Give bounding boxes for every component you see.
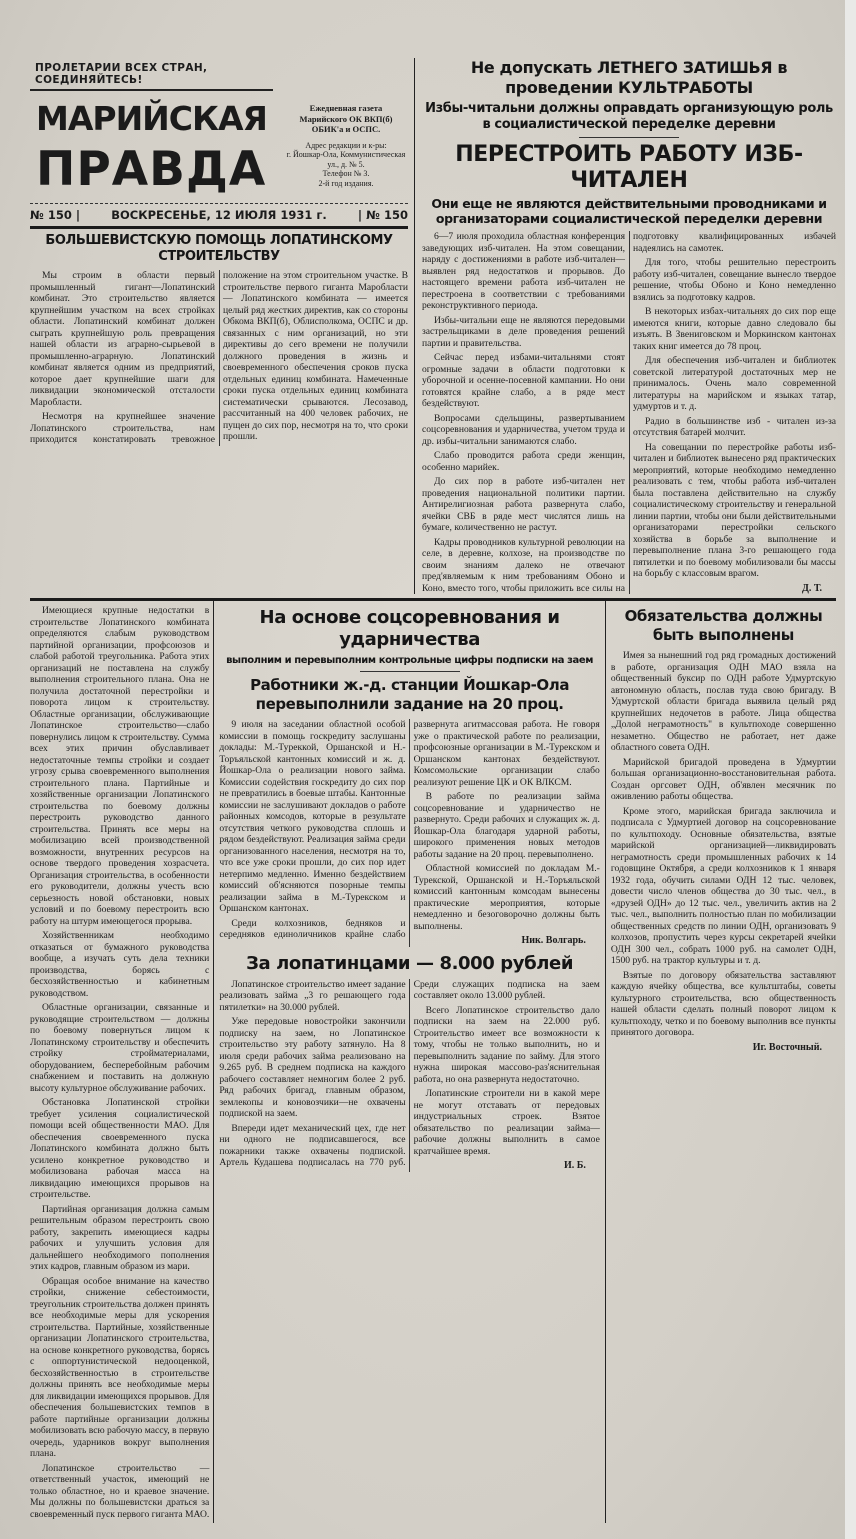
article-headline: На основе соцсоревнования и ударничества	[259, 607, 560, 650]
paragraph: В некоторых избах-читальнях до сих пор еще имеются книги, которые давно следовало бы изъять. В Звениговском и Моркинском кантонах таких книг имеется до 78 проц.	[633, 306, 836, 352]
logo-line-2: ПРАВДА	[36, 142, 267, 197]
paragraph: Радио в большинстве изб - читален из-за отсутствия батарей молчит.	[633, 415, 836, 438]
paragraph: Всего Лопатинское строительство дало подписки на заем на 22.000 руб. Строительство имеет все возможности к тому, чтобы не только выполнить, но и перевыполнить задание по займу. Для этого нужна широкая массово-раз'яснительная работа, но она развернута недостаточно.	[413, 1004, 600, 1085]
paragraph: Несмотря на крупнейшее значение Лопатинского строительства, нам приходится констатировать тревожное положение на этом строительном участке. В строительстве первого гиганта Маробласти — Лопатинского комбината — имеется целый ряд жестких директив, как со стороны Обкома ВКП(б), Облисполкома, ОСПС и др. связанных с ним организаций, но эти директивы до сего времени не получили должного проведения в жизнь и своевременного обеспечения сроков пуска отдельных единиц комбината. Намеченные сроки пуска отдельных единиц комбината систематически срываются. Лесозавод, рассчитанный на 400 человек рабочих, не пущен до сих пор, несмотря на то, что сроки прошли.	[30, 270, 408, 445]
paragraph: Партийная организация должна самым решительным образом перестроить свою работу, закрепить имеющиеся кадры рабочих и улучшить условия для дальнейшего необходимого пополнения этих кадров, главным образом из мари.	[30, 1203, 210, 1272]
masthead-and-lead-column	[30, 58, 415, 594]
masthead	[30, 97, 408, 199]
article-subheadline: выполним и перевыполним контрольные цифры подписки на заем	[226, 655, 594, 666]
article-body	[611, 650, 836, 1053]
article-headline-2: Работники ж.-д. станции Йошкар-Ола перевыполнили задание на 20 проц.	[250, 676, 570, 713]
article-body	[422, 231, 836, 594]
dateline	[30, 204, 408, 226]
top-section	[30, 58, 836, 594]
paragraph: Областной комиссией по докладам М.-Турекской, Оршанской и Н.-Торъяльской комиссий кантонным комсодам вынесены практические мероприятия, которые немедленно и безоговорочно должны быть выполнены.	[413, 863, 600, 932]
paragraph: На совещании по перестройке работы изб-читален и библиотек вынесено ряд практических мероприятий, которые необходимо немедленно реализовать с тем, чтобы работа изб-читален была поставлена действительно на службу социалистическому строительству и генеральной линии партии, чтобы они были действительными организаторами перестройки сельского хозяйства в борьбе за выполнение и перевыполнение плана 3-го решающего года пятилетки и по боевому мобилизовали бы массы на борьбу с классовым врагом.	[633, 441, 836, 579]
scan-edge	[845, 0, 856, 1539]
paragraph: Лопатинское строительство — ответственный участок, имеющий не только областное, но и краевое значение. Мы должны по большевистски драться за своевременный пуск первого гиганта МАО.	[30, 1462, 210, 1520]
paragraph: Лопатинские строители ни в какой мере не могут отставать от передовых индустриальных строек. Взятое обязательство по реализации займа—рабочие должны выполнить в самое кратчайшее время.	[413, 1088, 600, 1157]
address-block	[284, 141, 408, 189]
article-body	[219, 719, 600, 947]
paragraph: Лопатинское строительство имеет задание реализовать займа „3 го решающего года пятилетки» на 30.000 рублей.	[219, 978, 406, 1013]
middle-column	[214, 601, 606, 1523]
phone-line: Телефон № 3.	[322, 169, 370, 178]
paragraph: Областные организации, связанные и руководящие строительством — должны по боевому повернуться лицом к Лопатинскому строительству и обеспечить стройку стройматериалами, оборудованием, бесперебойным рабочим снабжением и поставить на должную высоту культурное обслуживание рабочих.	[30, 1002, 210, 1094]
right-column	[606, 601, 836, 1523]
author-signature: Иг. Восточный.	[752, 1041, 822, 1053]
article-headline: За лопатинцами — 8.000 рублей	[246, 952, 574, 974]
article-headline: Обязательства должны быть выполнены	[624, 607, 823, 644]
paragraph: Впереди идет механический цех, где нет ни одного не подписавшегося, все пожарники также охвачены подпиской. Артель Кудашева подписалась на 770 руб. Среди служащих подписка на заем составляет около 13.000 рублей.	[219, 978, 600, 1168]
kicker-headline: Не допускать ЛЕТНЕГО ЗАТИШЬЯ в проведении КУЛЬТРАБОТЫ	[470, 58, 788, 97]
masthead-slogan: ПРОЛЕТАРИИ ВСЕХ СТРАН, СОЕДИНЯЙТЕСЬ!	[30, 58, 273, 91]
article-headline: БОЛЬШЕВИСТСКУЮ ПОМОЩЬ ЛОПАТИНСКОМУ СТРОИТЕЛЬСТВУ	[45, 233, 393, 264]
paragraph: 6—7 июля проходила областная конференция заведующих изб-читален. На этом совещании, наряду с достижениями в работе изб-читален—выявлен ряд недостатков и прорывов. До настоящего времени работа изб-читален не перестроена в соответствии с требованиями реконструктивного периода.	[422, 231, 625, 311]
paragraph: Имея за нынешний год ряд громадных достижений в работе, организация ОДН МАО взяла на общественный буксир по ОДН работе Удмуртскую автономную область, послав туда свою бригаду. В Удмуртской области бригада выявила целый ряд крупнейших недочетов в работе. Лица общества „Долой неграмотность" в культпоходе совершенно незаметно. Общество не работает, нет даже областного совета ОДН.	[610, 650, 836, 753]
bottom-section	[30, 598, 836, 1523]
masthead-info	[284, 97, 408, 199]
lead-continuation-column	[30, 601, 214, 1523]
paragraph: Имеющиеся крупные недостатки в строительстве Лопатинского комбината определяются слабым руководством партийной организации, профсоюзов и слабой работой треугольника. Работа этих организаций не поставлена на службу выполнения строительного плана. Она не получила достаточной перестройки и поворота лицом к строительству. Областные организации, обслуживающие Лопатинское строительство—слабо повернулись лицом к строительству. Сумма всех этих причин обуславливает недостаточные темпы стройки и создает угрозу срыва своевременного выполнения строительного плана. Партийные и хозяйственные организации Лопатинского строительства по боевому должны перестроить руководство данного строительства. Принять все меры на мобилизацию всей производственной возможности, внутренних ресурсов на основе твердого проведения хозрасчета. Организация строительства, в особенности его руководители, должны учесть всю серьезность новой обстановки, новых условий и по боевому перестроить всю работу на штурм имеющегося прорыва.	[30, 605, 210, 927]
logo-line-1: МАРИЙСКАЯ	[36, 99, 267, 138]
short-rule	[579, 137, 679, 138]
paragraph: Обстановка Лопатинской стройки требует усиления социалистической помощи всей общественности МАО. Для обеспечения своевременного пуска Лопатинского комбината должно быть усилено конкретное руководство и мобилизована рабочая масса на ликвидацию имеющихся прорывов на строительстве.	[30, 1097, 210, 1200]
article-body-continued	[30, 605, 209, 1520]
paragraph: В работе по реализации займа соцсоревнование и ударничество не развернуто. Среди рабочих и служащих ж. д. Йошкар-Ола благодаря ударной работы, широкого применения новых методов работы задание на 20 проц. перевыполнено.	[413, 791, 600, 860]
short-rule	[360, 671, 460, 672]
paragraph: Кроме этого, марийская бригада заключила и подписала с Удмуртией договор на соцсоревнование по культпоходу. Основные обязательства, взятые марийской организацией—ликвидировать неграмотность среди промышленных рабочих к 14 годовщине Октября, а среди колхозников к 1 января 1932 года, обучить силами ОДН 12 тыс. человек, довести число членов общества до 30 тыс. чел., в «друзей ОДН» до 12 тыс. чел., увеличить актив на 2 тыс. чел., выполнить полностью план по мобилизации общественных средств по линии ОДН, организовать 9 колхозов, пропустить через курсы секретарей ячейки ОДН 300 чел., собрать 1000 руб. на самолет ОДН, 1500 руб. на трактор культуры и т. д.	[610, 805, 836, 966]
issue-date: ВОСКРЕСЕНЬЕ, 12 ИЮЛЯ 1931 г.	[111, 208, 327, 222]
article-subheadline: Они еще не являются действительными проводниками и организаторами социалистической переделки деревни	[431, 196, 827, 226]
author-signature: Ник. Волгарь.	[521, 935, 586, 946]
address-line: Адрес редакции и к-ры:	[305, 140, 387, 150]
newspaper-logo	[30, 97, 284, 199]
paragraph: Среди колхозников, бедняков и середняков единоличников крайне слабо развернута агитмассовая работа. Не говоря уже о практической работе по реализации, профсоюзные организации в М.-Турекском и Оршанском кантонах бездействуют. Комсомольские организации слабо реализуют решение ЦК и ОК ВЛКСМ.	[219, 719, 600, 940]
issue-number: | № 150	[357, 208, 408, 222]
paragraph: Слабо проводится работа среди женщин, особенно марийек.	[422, 450, 625, 473]
author-signature: Д. Т.	[801, 582, 822, 594]
paragraph: Обращая особое внимание на качество стройки, снижение себестоимости, треугольник строительства должен принять все необходимые меры для ускорения строительства. Партийные, хозяйственные организации Лопатинского строительства, на основе конкретного руководства, борясь с оппортунистической недооценкой, бесхозяйственностью в строительстве должны принять все необходимые меры для ликвидации имеющихся прорывов. Для обеспечения большевистских темпов в работе партийные организации должны мобилизовать всю рабочую массу, в первую очередь, ударников вокруг выполнения плана.	[30, 1275, 210, 1459]
info-line: Марийского ОК ВКП(б)	[299, 113, 393, 124]
paragraph: Кадры проводников культурной революции на селе, в деревне, колхозе, на производстве по своим знаниям далеко не отвечают пред'являемым к ним требованиям Обоно и Коно, вместо того, чтобы приложить все силы на подготовку квалифицированных избачей надеялись на самотек.	[422, 231, 836, 594]
info-line: ОБИК'а и ОСПС.	[311, 124, 381, 134]
info-line: Ежедневная газета	[309, 103, 383, 113]
article-headline: ПЕРЕСТРОИТЬ РАБОТУ ИЗБ-ЧИТАЛЕН	[455, 142, 803, 193]
paragraph: До сих пор в работе изб-читален нет проведения национальной политики партии. Антирелигиозная работа развернута слабо, ячейки СВБ в ряде мест числятся лишь на бумаге, количественно не растут.	[422, 476, 625, 533]
article-body	[30, 270, 408, 446]
izby-article	[415, 58, 836, 594]
paragraph: Мы строим в области первый промышленный гигант—Лопатинский комбинат. Это строительство является крупнейшим участком на всех стройках области. Лопатинский комбинат должен сыграть крупнейшую роль превращения нашей области из аграрно-сырьевой в промышленно-аграрную. Лопатинский комбинат является одним из предприятий, которое дает крупнейшие шаги для ликвидации экономической отсталости Маробласти.	[30, 270, 215, 408]
paragraph: Марийской бригадой проведена в Удмуртии большая организационно-восстановительная работа. Создан оргсовет ОДН, об'явлен месячник по оживлению работы общества.	[610, 756, 836, 802]
paragraph: Хозяйственникам необходимо отказаться от бумажного руководства вообще, а изучать суть дела техники производства, борясь с бесхозяйственностью и кабинетным руководством.	[30, 930, 210, 999]
paragraph: 9 июля на заседании областной особой комиссии в помощь госкредиту заслушаны доклады: М.-Туреккой, Оршанской и Н.-Торъяльской кантонных комиссий и ж. д. Йошкар-Ола о реализации нового займа. Комиссии содействия госкредиту до сих пор не превратились в боевые штабы. Кантонные комиссии не заслушивают докладов о работе районных комсодов, которые в результате отсутствия четкого руководства сплошь и рядом бездействуют. Реализация займа среди организованного населения, несмотря на то, что все уже сроки прошли, до сих пор идет нетерпимо медленно. Именно бездействием комиссий об'ясняются позорные темпы реализации займа в М.-Турекском и Оршанском кантонах.	[219, 719, 406, 914]
kicker-subheadline: Избы-читальни должны оправдать организующую роль в социалистической переделке деревни	[425, 101, 833, 132]
author-signature: И. Б.	[563, 1160, 586, 1171]
year-line: 2-й год издания.	[318, 178, 374, 188]
paragraph: Вопросами сдельщины, развертыванием соцсоревнования и ударничества, учетом труда и др. избы-читальни занимаются слабо.	[422, 412, 625, 447]
paragraph: Избы-читальни еще не являются передовыми застрельщиками в деле проведения решений партии и правительства.	[422, 314, 625, 349]
paragraph: Для того, чтобы решительно перестроить работу изб-читален, совещание вынесло твердое решение, чтобы Обоно и Коно немедленно взялись за подготовку кадров.	[633, 257, 836, 303]
paragraph: Для обеспечения изб-читален и библиотек советской литературой достаточных мер не принималось. Очень мало современной литературы на марийском и языках татар, удмуртов и т. д.	[633, 355, 836, 412]
address-line: г. Йошкар-Ола, Коммунистическая ул., д. № 5.	[286, 150, 406, 169]
issue-number: № 150 |	[30, 208, 81, 222]
paragraph: Уже передовые новостройки закончили подписку на заем, но Лопатинское строительство эту работу затянуло. На 8 июля среди рабочих займа реализовано на 9.265 руб. В среднем подписка на каждого рабочего составляет немногим более 2 руб. Ряд рабочих бригад, главным образом, землекопы и коновозчики—не охвачены подпиской на заем.	[219, 1016, 406, 1119]
paragraph: Сейчас перед избами-читальнями стоят огромные задачи в области подготовки к уборочной и осенне-посевной кампании. Но они готовятся крайне слабо, а в ряде мест бездействуют.	[422, 352, 625, 409]
rule	[30, 226, 408, 229]
paragraph: Взятые по договору обязательства заставляют каждую ячейку общества, все культштабы, советы культурного строительства, всю общественность нашей области сделать полный поворот лицом к культпоходу, четко и по боевому выполнив все пункты принятого договора.	[610, 969, 836, 1038]
article-body	[219, 979, 600, 1172]
